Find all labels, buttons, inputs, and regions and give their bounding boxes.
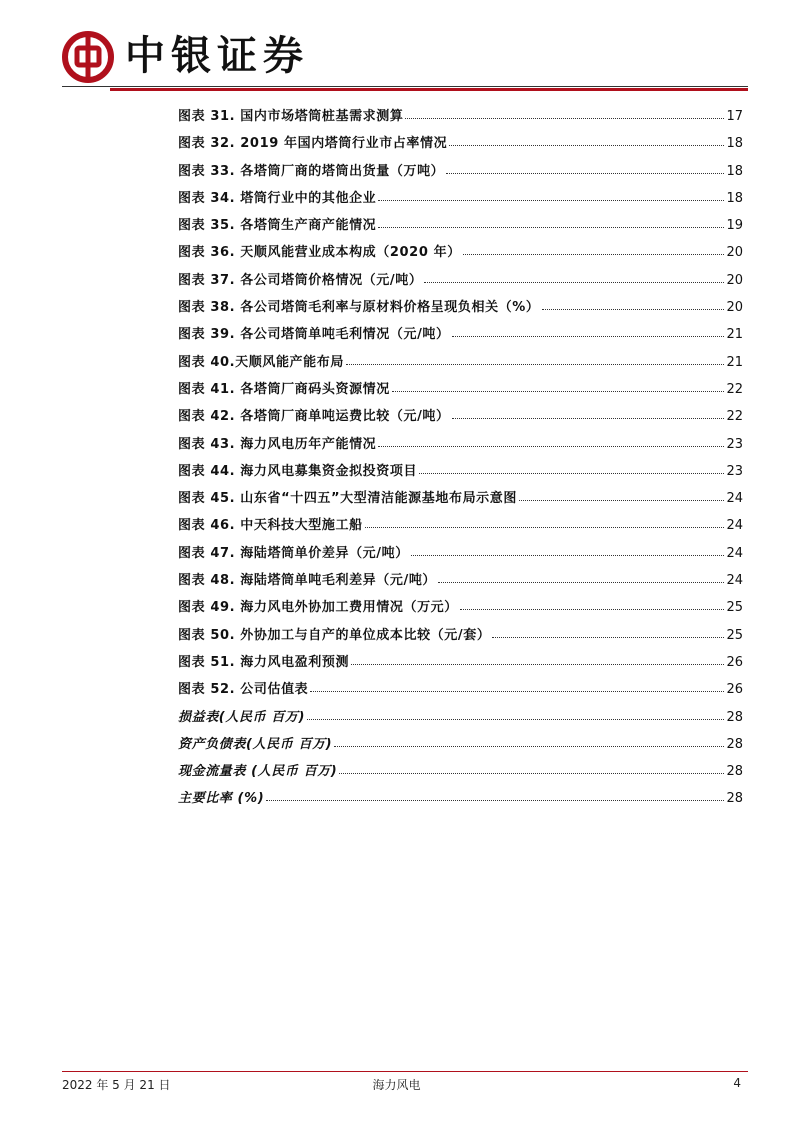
toc-entry[interactable]	[178, 130, 743, 157]
toc-entry[interactable]	[178, 294, 743, 321]
toc-entry-page: 28	[726, 736, 743, 752]
dot-leader	[492, 636, 724, 638]
toc-entry-page: 24	[726, 545, 743, 561]
toc-entry-title: 图表 50. 外协加工与自产的单位成本比较（元/套）	[178, 627, 491, 643]
bank-of-china-logo-icon	[62, 31, 114, 83]
dot-leader	[405, 117, 724, 119]
toc-entry[interactable]	[178, 676, 743, 703]
toc-entry[interactable]	[178, 103, 743, 130]
header-divider	[62, 86, 748, 87]
toc-entry[interactable]	[178, 431, 743, 458]
dot-leader	[446, 172, 724, 174]
toc-entry[interactable]	[178, 158, 743, 185]
toc-entry-title: 图表 52. 公司估值表	[178, 682, 309, 698]
toc-entry-title: 图表 43. 海力风电历年产能情况	[178, 436, 377, 452]
dot-leader	[438, 581, 724, 583]
toc-entry-title: 图表 48. 海陆塔筒单吨毛利差异（元/吨）	[178, 573, 437, 589]
dot-leader	[424, 281, 724, 283]
dot-leader	[449, 144, 724, 146]
toc-entry-page: 26	[726, 682, 743, 698]
dot-leader	[351, 663, 724, 665]
toc-entry-page: 28	[726, 764, 743, 780]
toc-entry-title: 图表 36. 天顺风能营业成本构成（2020 年）	[178, 245, 461, 261]
page-number: 4	[733, 1076, 741, 1090]
toc-entry[interactable]	[178, 649, 743, 676]
toc-entry[interactable]	[178, 594, 743, 621]
toc-entry-title: 图表 45. 山东省“十四五”大型清洁能源基地布局示意图	[178, 491, 517, 507]
toc-entry-title: 图表 39. 各公司塔筒单吨毛利情况（元/吨）	[178, 327, 450, 343]
toc-entry-page: 24	[726, 573, 743, 589]
toc-entry-title: 图表 32. 2019 年国内塔筒行业市占率情况	[178, 136, 448, 152]
toc-entry-page: 22	[726, 409, 743, 425]
toc-entry-title: 图表 34. 塔筒行业中的其他企业	[178, 190, 377, 206]
toc-entry-page: 24	[726, 491, 743, 507]
toc-entry[interactable]	[178, 212, 743, 239]
toc-entry-page: 20	[726, 245, 743, 261]
toc-entry-page: 26	[726, 654, 743, 670]
toc-entry-title: 图表 49. 海力风电外协加工费用情况（万元）	[178, 600, 458, 616]
toc-entry-page: 28	[726, 709, 743, 725]
toc-entry-title: 图表 31. 国内市场塔筒桩基需求测算	[178, 109, 404, 124]
toc-entry-title: 资产负债表(人民币 百万)	[178, 736, 333, 752]
table-of-figures	[178, 103, 743, 813]
dot-leader	[346, 363, 724, 365]
dot-leader	[542, 308, 725, 310]
toc-entry[interactable]	[178, 731, 743, 758]
brand-name: 中银证券	[125, 32, 309, 79]
toc-entry-title: 图表 41. 各塔筒厂商码头资源情况	[178, 381, 390, 397]
toc-entry-page: 25	[726, 600, 743, 616]
toc-entry-title: 损益表(人民币 百万)	[178, 709, 306, 725]
toc-entry[interactable]	[178, 704, 743, 731]
dot-leader	[452, 335, 725, 337]
dot-leader	[519, 499, 724, 501]
toc-entry-page: 23	[726, 436, 743, 452]
dot-leader	[310, 690, 724, 692]
toc-entry[interactable]	[178, 185, 743, 212]
toc-entry[interactable]	[178, 540, 743, 567]
toc-entry-title: 图表 33. 各塔筒厂商的塔筒出货量（万吨）	[178, 163, 445, 179]
toc-entry[interactable]	[178, 267, 743, 294]
toc-entry[interactable]	[178, 567, 743, 594]
dot-leader	[460, 608, 725, 610]
toc-entry-title: 图表 46. 中天科技大型施工船	[178, 518, 363, 534]
toc-entry[interactable]	[178, 485, 743, 512]
toc-entry[interactable]	[178, 403, 743, 430]
toc-entry-title: 主要比率 (%)	[178, 791, 265, 807]
toc-entry-page: 18	[726, 163, 743, 179]
toc-entry-title: 图表 51. 海力风电盈利预测	[178, 654, 350, 670]
toc-entry-title: 图表 38. 各公司塔筒毛利率与原材料价格呈现负相关（%）	[178, 300, 540, 316]
toc-entry-page: 21	[726, 354, 743, 370]
dot-leader	[378, 226, 724, 228]
toc-entry-title: 图表 35. 各塔筒生产商产能情况	[178, 218, 377, 234]
dot-leader	[452, 417, 725, 419]
toc-entry[interactable]	[178, 785, 743, 812]
dot-leader	[392, 390, 725, 392]
toc-entry-page: 21	[726, 327, 743, 343]
toc-entry-title: 图表 42. 各塔筒厂商单吨运费比较（元/吨）	[178, 409, 450, 425]
toc-entry[interactable]	[178, 512, 743, 539]
toc-entry[interactable]	[178, 758, 743, 785]
toc-entry-page: 24	[726, 518, 743, 534]
footer-date: 2022 年 5 月 21 日	[62, 1078, 171, 1092]
toc-entry-page: 28	[726, 791, 743, 807]
toc-entry-page: 20	[726, 300, 743, 316]
dot-leader	[307, 718, 724, 720]
toc-entry-title: 图表 44. 海力风电募集资金拟投资项目	[178, 463, 418, 479]
toc-entry[interactable]	[178, 622, 743, 649]
dot-leader	[378, 445, 724, 447]
dot-leader	[411, 554, 725, 556]
toc-entry-title: 图表 37. 各公司塔筒价格情况（元/吨）	[178, 272, 423, 288]
footer-divider	[62, 1071, 748, 1072]
header-accent-bar	[110, 88, 748, 91]
toc-entry-title: 现金流量表 (人民币 百万)	[178, 764, 338, 780]
dot-leader	[339, 772, 724, 774]
toc-entry-page: 17	[726, 109, 743, 124]
dot-leader	[266, 799, 724, 801]
dot-leader	[463, 253, 725, 255]
toc-entry-page: 18	[726, 190, 743, 206]
toc-entry-page: 23	[726, 463, 743, 479]
dot-leader	[419, 472, 724, 474]
dot-leader	[365, 526, 725, 528]
toc-entry-title: 图表 47. 海陆塔筒单价差异（元/吨）	[178, 545, 409, 561]
toc-entry[interactable]	[178, 376, 743, 403]
toc-entry-page: 18	[726, 136, 743, 152]
dot-leader	[378, 199, 724, 201]
toc-entry-title: 图表 40.天顺风能产能布局	[178, 354, 344, 370]
toc-entry[interactable]	[178, 321, 743, 348]
toc-entry-page: 19	[726, 218, 743, 234]
toc-entry-page: 25	[726, 627, 743, 643]
toc-entry-page: 22	[726, 381, 743, 397]
page-header	[0, 0, 793, 100]
toc-entry-page: 20	[726, 272, 743, 288]
dot-leader	[334, 745, 724, 747]
toc-entry[interactable]	[178, 349, 743, 376]
toc-entry[interactable]	[178, 458, 743, 485]
toc-entry[interactable]	[178, 239, 743, 266]
footer-company: 海力风电	[372, 1078, 421, 1092]
